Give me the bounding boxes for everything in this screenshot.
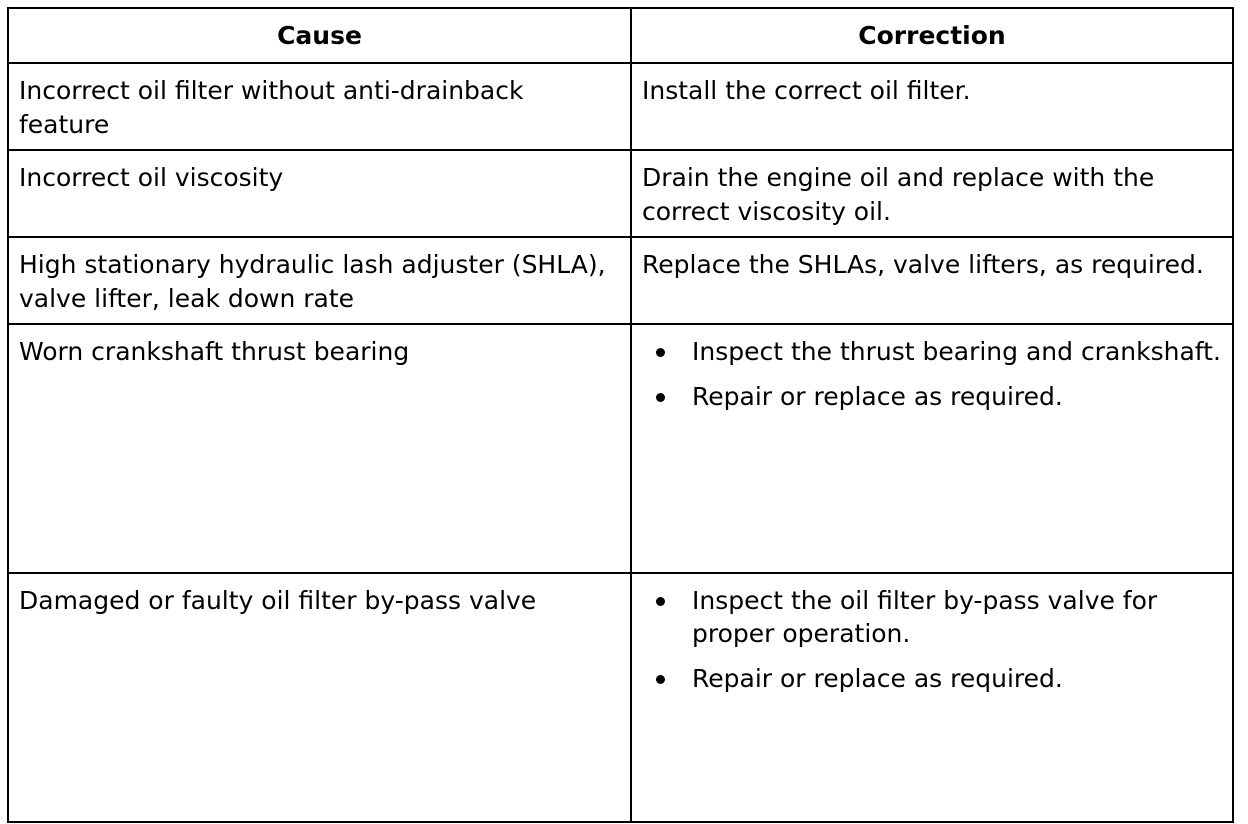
list-item-text: Repair or replace as required. — [692, 664, 1063, 693]
bullet-icon — [656, 597, 665, 606]
correction-cell: Install the correct oil filter. — [631, 63, 1233, 150]
correction-cell — [631, 573, 1233, 822]
correction-list — [642, 584, 1222, 695]
list-item — [642, 662, 1222, 695]
table-row — [8, 150, 1233, 237]
cause-cell: High stationary hydraulic lash adjuster (SHLA), valve lifter, leak down rate — [8, 237, 631, 324]
list-item — [642, 584, 1222, 650]
list-item-text: Repair or replace as required. — [692, 382, 1063, 411]
list-item — [642, 335, 1222, 368]
table-row — [8, 573, 1233, 822]
cause-cell: Worn crankshaft thrust bearing — [8, 324, 631, 573]
diagnostic-table — [7, 7, 1234, 823]
correction-list — [642, 335, 1222, 413]
header-correction: Correction — [631, 8, 1233, 63]
header-cause: Cause — [8, 8, 631, 63]
cause-cell: Damaged or faulty oil filter by-pass valve — [8, 573, 631, 822]
list-item — [642, 380, 1222, 413]
header-row — [8, 8, 1233, 63]
table-row — [8, 63, 1233, 150]
correction-cell — [631, 324, 1233, 573]
cause-cell: Incorrect oil filter without anti-drainback feature — [8, 63, 631, 150]
cause-cell: Incorrect oil viscosity — [8, 150, 631, 237]
correction-cell: Drain the engine oil and replace with the correct viscosity oil. — [631, 150, 1233, 237]
list-item-text: Inspect the oil filter by-pass valve for proper operation. — [692, 586, 1158, 648]
bullet-icon — [656, 675, 665, 684]
bullet-icon — [656, 348, 665, 357]
table-row — [8, 324, 1233, 573]
table-row — [8, 237, 1233, 324]
bullet-icon — [656, 393, 665, 402]
list-item-text: Inspect the thrust bearing and crankshaft. — [692, 337, 1221, 366]
correction-cell: Replace the SHLAs, valve lifters, as required. — [631, 237, 1233, 324]
